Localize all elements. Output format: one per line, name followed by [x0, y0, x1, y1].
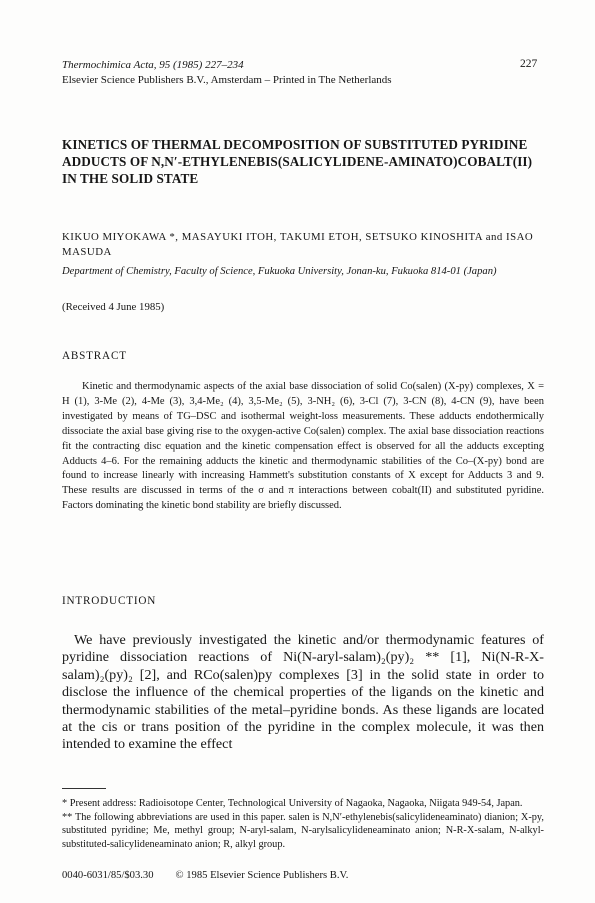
- page-footer: [62, 870, 348, 881]
- footnote-rule: [62, 788, 106, 789]
- copyright-line: © 1985 Elsevier Science Publishers B.V.: [175, 870, 349, 881]
- page-number: 227: [520, 58, 538, 70]
- footnote-1: * Present address: Radioisotope Center, Technological University of Nagaoka, Nagaoka, Niigata 949-54, Japan.: [62, 798, 523, 809]
- introduction-text: We have previously investigated the kinetic and/or thermodynamic features of pyridine dissociation reactions of Ni(N-aryl-salam)₂(py)₂ ** [1], Ni(N-R-X-salam)₂(py)₂ [2], and RCo(salen)py complexes [3] in the solid state in order to disclose the influence of the chemical properties of the ligands on the kinetic and thermodynamic stabilities of the metal–pyridine bonds. As these ligands are located at the cis or trans position of the pyridine in the complex molecule, it was then intended to examine the effect: [62, 632, 544, 753]
- footnotes: [62, 797, 544, 851]
- article-title: KINETICS OF THERMAL DECOMPOSITION OF SUBSTITUTED PYRIDINE ADDUCTS OF N,N′-ETHYLENEBIS(SALICYLIDENE-AMINATO)COBALT(II) IN THE SOLID STATE: [62, 137, 533, 187]
- introduction-heading: INTRODUCTION: [62, 595, 157, 607]
- introduction-body: [62, 632, 544, 754]
- abstract-text: Kinetic and thermodynamic aspects of the axial base dissociation of solid Co(salen) (X-py) complexes, X = H (1), 3-Me (2), 4-Me (3), 3,4-Me₂ (4), 3,5-Me₂ (5), 3-NH₂ (6), 3-Cl (7), 3-CN (8), 4-CN (9), have been investigated by means of TG–DSC and isothermal weight-loss measurements. These adducts endothermically dissociate the axial base giving rise to the oxygen-active Co(salen) complex. The axial base dissociation reactions fit the contracting disc equation and the kinetic compensation effect is observed for all the adducts excepting Adducts 4–6. For the remaining adducts the kinetic and thermodynamic stabilities of the Co–(X-py) bond are found to increase linearly with increasing Hammett's substitution constants of X except for Adducts 3 and 9. These results are discussed in terms of the σ and π interactions between cobalt(II) and substituted pyridine. Factors dominating the kinetic bond stability are briefly discussed.: [62, 381, 544, 512]
- received-date: (Received 4 June 1985): [62, 301, 165, 313]
- journal-citation: Thermochimica Acta, 95 (1985) 227–234: [62, 59, 244, 71]
- affiliation: Department of Chemistry, Faculty of Science, Fukuoka University, Jonan-ku, Fukuoka 814-01 (Japan): [62, 266, 497, 277]
- abstract-heading: ABSTRACT: [62, 350, 127, 362]
- publisher-line: Elsevier Science Publishers B.V., Amsterdam – Printed in The Netherlands: [62, 74, 392, 86]
- journal-header: [62, 58, 392, 88]
- abstract-body: [62, 380, 544, 514]
- author-list: KIKUO MIYOKAWA *, MASAYUKI ITOH, TAKUMI ETOH, SETSUKO KINOSHITA and ISAO MASUDA: [62, 231, 534, 258]
- issn-price-code: 0040-6031/85/$03.30: [62, 870, 154, 881]
- footnote-2: ** The following abbreviations are used in this paper. salen is N,N′-ethylenebis(salicylideneaminato) dianion; X-py, substituted pyridine; Me, methyl group; N-aryl-salam, N-arylsalicylideneaminato anion; N-R-X-salam, N-alkyl-substituted-salicylideneaminato anion; R, alkyl group.: [62, 811, 544, 850]
